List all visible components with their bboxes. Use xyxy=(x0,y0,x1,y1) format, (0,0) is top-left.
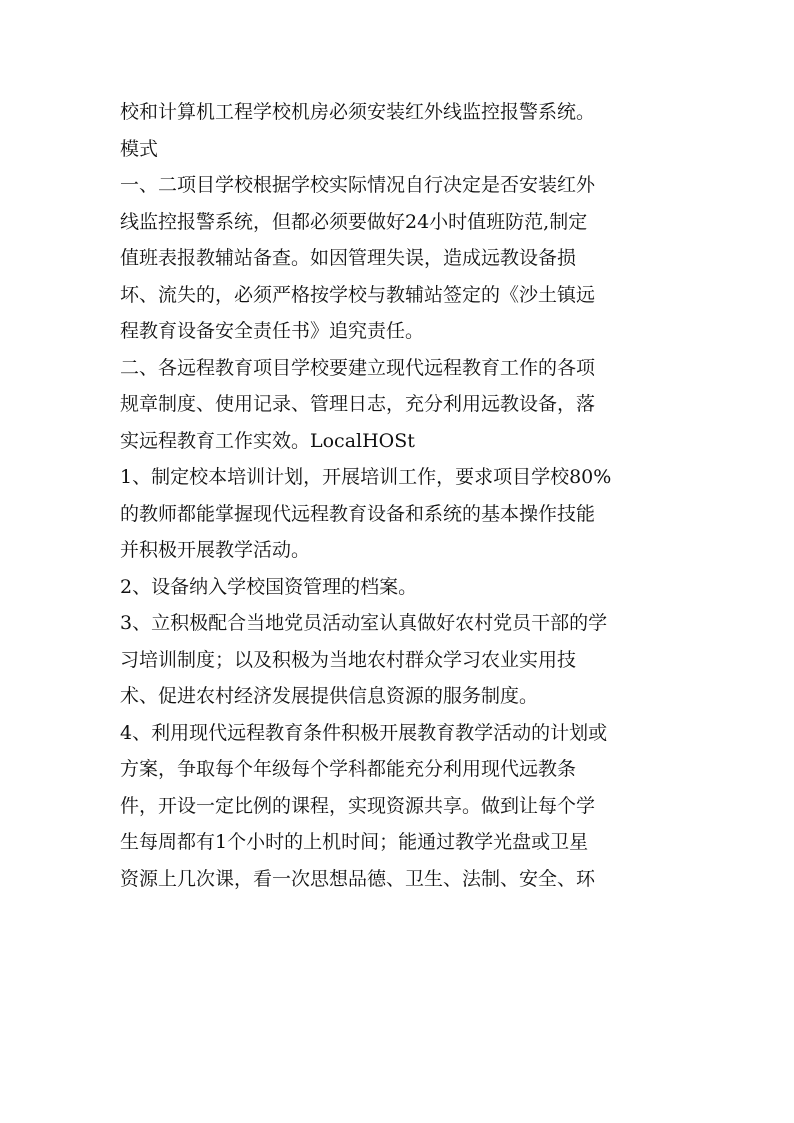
text-line: 3、立积极配合当地党员活动室认真做好农村党员干部的学 xyxy=(120,612,608,634)
text-line: 实远程教育工作实效。LocalHOSt xyxy=(120,429,415,452)
text-line: 值班表报教辅站备查。如因管理失误，造成远教设备损 xyxy=(120,247,577,269)
text-line: 模式 xyxy=(120,137,159,160)
text-line: 资源上几次课，看一次思想品德、卫生、法制、安全、环 xyxy=(120,867,596,890)
text-line: 校和计算机工程学校机房必须安装红外线监控报警系统。 xyxy=(120,101,596,123)
text-line: 的教师都能掌握现代远程教育设备和系统的基本操作技能 xyxy=(120,502,596,525)
text-line: 规章制度、使用记录、管理日志，充分利用远教设备，落 xyxy=(120,393,596,415)
text-line: 生每周都有1个小时的上机时间；能通过教学光盘或卫星 xyxy=(120,831,589,853)
text-line: 线监控报警系统，但都必须要做好24小时值班防范,制定 xyxy=(120,210,588,233)
text-line: 4、利用现代远程教育条件积极开展教育教学活动的计划或 xyxy=(120,721,608,744)
text-line: 件，开设一定比例的课程，实现资源共享。做到让每个学 xyxy=(120,794,596,817)
document-body xyxy=(120,94,682,897)
text-line: 方案，争取每个年级每个学科都能充分利用现代远教条 xyxy=(120,758,577,780)
text-line: 坏、流失的，必须严格按学校与教辅站签定的《沙土镇远 xyxy=(120,283,596,306)
text-line: 二、各远程教育项目学校要建立现代远程教育工作的各项 xyxy=(120,356,596,379)
text-line: 1、制定校本培训计划，开展培训工作，要求项目学校80% xyxy=(120,466,612,488)
text-line: 并积极开展教学活动。 xyxy=(120,539,311,561)
text-line: 一、二项目学校根据学校实际情况自行决定是否安装红外 xyxy=(120,174,596,196)
text-line: 习培训制度；以及积极为当地农村群众学习农业实用技 xyxy=(120,648,577,671)
text-line: 术、促进农村经济发展提供信息资源的服务制度。 xyxy=(120,685,539,707)
text-line: 2、设备纳入学校国资管理的档案。 xyxy=(120,575,418,598)
text-line: 程教育设备安全责任书》追究责任。 xyxy=(120,320,425,342)
